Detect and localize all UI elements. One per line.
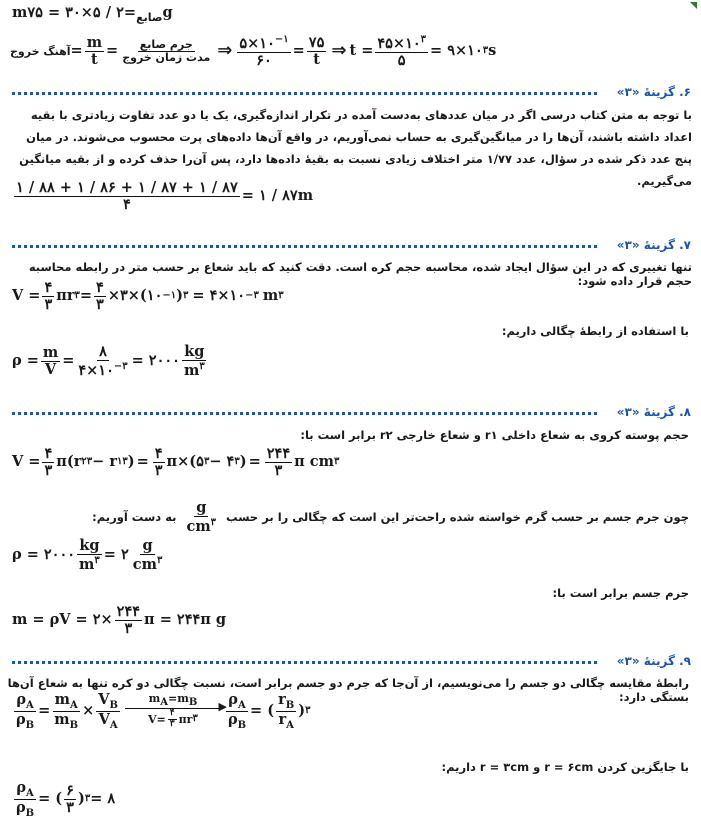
q8-heading: ۸. گزینۀ «۳» [616,405,691,419]
q8-dotted-rule [12,412,597,415]
q9-text2: با جایگزین کردن r = ۶cm و r = ۳cm داریم: [441,760,689,774]
q7-density-equation: ρ = $\frac{m}{V}$ = $\frac{۸}{۴\times ۱۰^{-۳}}$ = ۲۰۰۰ $\frac{kg}{m^۳}$ [12,343,205,379]
q7-volume-equation: V = $\frac{۴}{۳}$ πr ۳ = $\frac{۴}{۳}$ ×۳×(۱۰ −۱ ) ۳ = ۴×۱۰ −۳ m ۳ [12,279,284,313]
page-corner-mark [690,2,697,9]
q8-density-equation: ρ = ۲۰۰۰ $\frac{kg}{m^۳}$ = ۲ $\frac{g}{cm^۳}$ [12,537,163,573]
q7-heading: ۷. گزینۀ «۳» [616,238,691,252]
q6-heading: ۶. گزینۀ «۳» [616,85,691,99]
q7-dotted-rule [12,245,597,248]
q7-text2: با استفاده از رابطهٔ چگالی داریم: [501,324,689,338]
q6-average-equation: $\frac{۱ / ۸۸ + ۱ / ۸۶ + ۱ / ۸۷ + ۱ / ۸۷}{۴}$ = ۱ / ۸۷m [16,179,314,213]
q9-result-equation: $\frac{\rho_A}{\rho_B}$ = ( $\frac{۶}{۳}$ ) ۳ = ۸ [16,779,116,819]
q9-text: رابطهٔ مقایسه چگالی دو جسم را می‌نویسیم، از آن‌جا که جرم دو جسم برابر است، نسبت چگالی دو کره تنها به شعاع آن‌ها بستگی دارد: [7,676,689,704]
q8-text3: جرم جسم برابر است با: [552,586,689,600]
q6-dotted-rule [12,92,597,95]
q9-density-ratio-equation: $\frac{\rho_A}{\rho_B}$ = $\frac{m_A}{m_B}$ × $\frac{V_B}{V_A}$ $m_A=m_B$ ▶ V= $\frac{۴}{۳}$ πr ۳ $\frac{\rho_A}{\rho_B}$ = ( $\frac{r_B}{r_A}$ ) ۳ [16,691,311,731]
q8-shell-volume-equation: V = $\frac{۴}{۳}$ π(r ۲ ۳ − r ۱ ۳ ) = $\frac{۴}{۳}$ π×(۵ ۳ − ۴ ۳ ) = $\frac{۲۴۴}{۳}$ π cm ۳ [12,445,340,479]
q8-text2: چون جرم جسم بر حسب گرم خواسته شده راحت‌تر این است که چگالی را بر حسب $\frac{g}{cm^۳}$ به دست آوریم: [92,499,689,535]
q9-dotted-rule [12,661,597,664]
q8-mass-equation: m = ρV = ۲× $\frac{۲۴۴}{۳}$ π = ۲۴۴π g [12,603,227,637]
q7-text: تنها تغییری که در این سؤال ایجاد شده، محاسبه حجم کره است. دقت کنید که باید شعاع بر حسب متر در رابطه محاسبه حجم قرار داده شود: [28,260,692,288]
flow-rate-equation: آهنگ خروج = $\frac{m}{t}$ = $\frac{\text{جرم صابع}}{\text{مدت زمان خروج}}$ ⇒ $\frac{۵\times ۱۰^{-۱}}{۶۰}$ = $\frac{۷۵}{t}$ ⇒ t = $\frac{۴۵\times ۱۰^۳}{۵}$ = ۹×۱۰ ۳ s [10,33,497,69]
q6-text: با توجه به متن کتاب درسی اگر در میان عددهای به‌دست آمده در تکرار اندازه‌گیری، یک یا دو عدد تفاوت زیادتری با بقیه اعداد داشته باشند، آن‌ها را در میانگین‌گیری به حساب نمی‌آوریم، در واقع آن‌ها داده‌های پرت محسوب می‌شوند. در میان پنج عدد ذکر شده در سؤال، عدد ۱/۷۷ متر اختلاف زیادی نسبت به بقیهٔ داده‌ها دارد، پس آن‌را حذف کرده و از بقیه میانگین می‌گیریم. [19,108,692,188]
mass-equation: m $_{صابع}$=۲ / ۵×۳۰ = ۷۵g [12,4,173,24]
q8-text: حجم پوسته کروی به شعاع داخلی r۱ و شعاع خارجی r۲ برابر است با: [300,428,689,442]
q9-heading: ۹. گزینۀ «۳» [616,654,691,668]
